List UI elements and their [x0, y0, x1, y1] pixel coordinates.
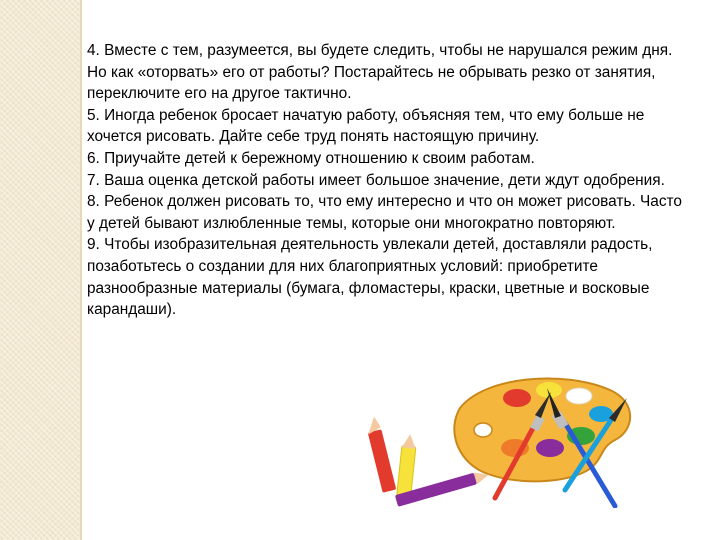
paragraph-7: 7. Ваша оценка детской работы имеет большое значение, дети ждут одобрения. — [87, 171, 665, 189]
paragraph-6: 6. Приучайте детей к бережному отношению к своим работам. — [87, 149, 535, 167]
paragraph-5: 5. Иногда ребенок бросает начатую работу, объясняя тем, что ему больше не хочется рисовать. Дайте себе труд понять настоящую причину. — [87, 106, 645, 146]
decorative-side-strip — [0, 0, 80, 540]
paragraph-8: 8. Ребенок должен рисовать то, что ему интересно и что он может рисовать. Часто у детей бывают излюбленные темы, которые они многократно повторяют. — [87, 193, 682, 232]
pencil-icon — [365, 416, 396, 493]
paragraph-9: 9. Чтобы изобразительная деятельность увлекали детей, доставляли радость, позаботьтесь о создании для них благоприятных условий: приобретите разнообразные материалы (бумага, фломастеры, краски, цветные и восковые карандаши). — [87, 236, 653, 319]
paragraph-4: 4. Вместе с тем, разумеется, вы будете следить, чтобы не нарушался режим дня. Но как «оторвать» его от работы? Постарайтесь не обрывать резко от занятия, переключите его на другое тактично. — [87, 42, 673, 103]
art-supplies-palette-icon — [365, 368, 645, 508]
side-strip-border — [80, 0, 82, 540]
slide-body-text — [87, 40, 687, 321]
